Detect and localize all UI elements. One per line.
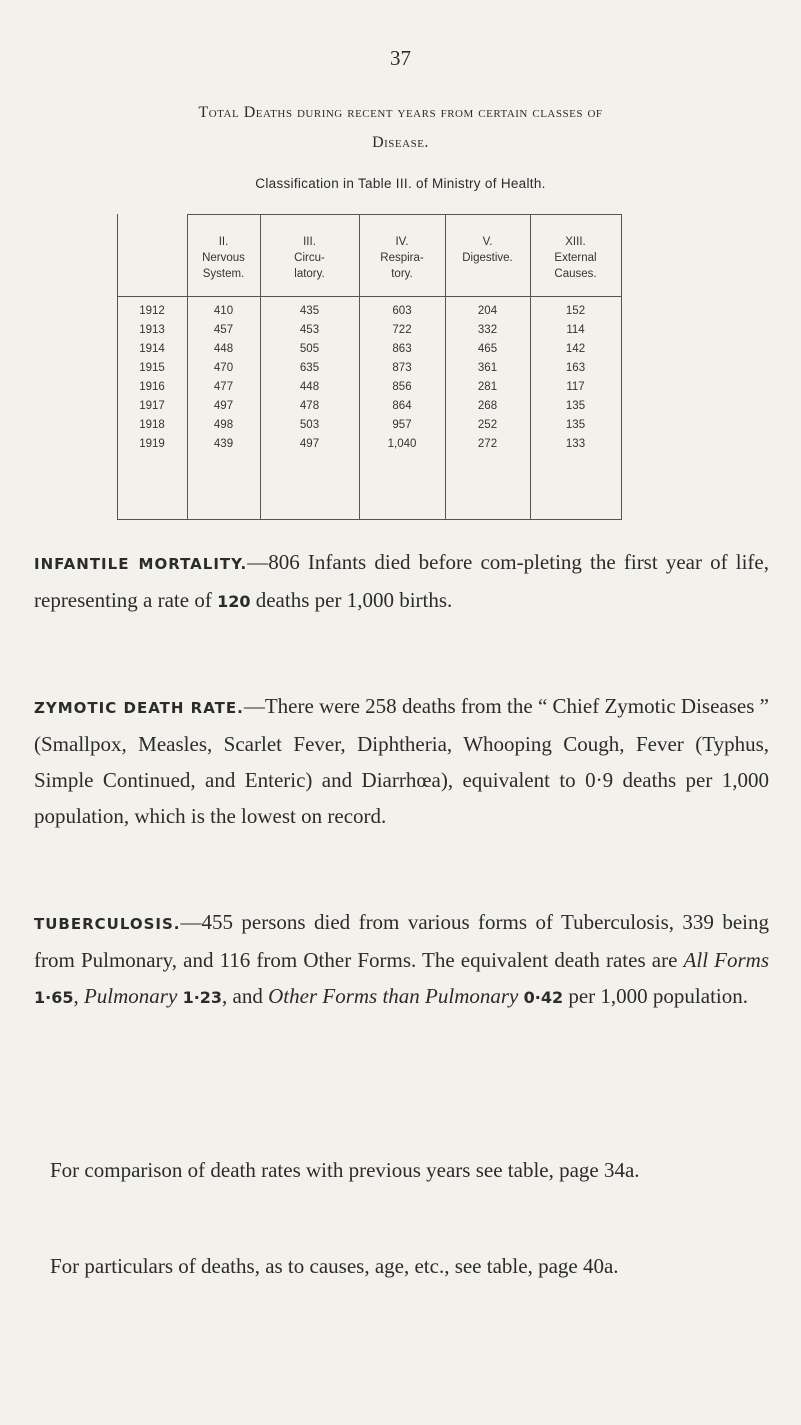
table-cell: 453 [299, 324, 320, 336]
table-row [117, 378, 622, 396]
table-cell: 470 [213, 362, 234, 374]
infantile-mortality-paragraph [34, 544, 769, 620]
header-circulatory: III. Circu- latory. [294, 236, 325, 280]
table-cell: 457 [213, 324, 234, 336]
table-cell: 152 [565, 305, 586, 317]
table-cell: 332 [477, 324, 498, 336]
year-cell: 1915 [139, 362, 165, 374]
table-cell: 477 [213, 381, 234, 393]
zymotic-text: —There were 258 deaths from the “ Chief Zymotic Diseases ” (Smallpox, Measles, Scarlet Fever, Diphtheria, Whooping Cough, Fever (Typhus, Simple Continued, and Enteric) and Diarrhœa), equivalent to 0·9 deaths per 1,000 population, which is the lowest on record. [34, 694, 770, 828]
year-cell: 1919 [139, 438, 165, 450]
table-row [117, 397, 622, 415]
pulmonary-label: Pulmonary [83, 984, 178, 1008]
particulars-paragraph [34, 1248, 769, 1284]
table-cell: 497 [299, 438, 320, 450]
table-row [117, 321, 622, 339]
table-cell: 114 [566, 324, 585, 336]
other-forms-label: Other Forms than Pulmonary [268, 984, 519, 1008]
all-forms-label: All Forms [683, 948, 769, 972]
header-nervous-system: II. Nervous System. [202, 236, 245, 280]
table-cell: 465 [477, 343, 498, 355]
zymotic-death-rate-paragraph [34, 688, 769, 834]
table-cell: 435 [299, 305, 320, 317]
year-cell: 1914 [139, 343, 165, 355]
zymotic-heading: ZYMOTIC DEATH RATE. [34, 699, 244, 717]
disease-deaths-table [117, 214, 622, 520]
infantile-mortality-heading: INFANTILE MORTALITY. [34, 555, 248, 573]
table-cell: 873 [392, 362, 412, 374]
tuberculosis-heading: TUBERCULOSIS. [34, 915, 181, 933]
year-cell: 1918 [139, 419, 165, 431]
comparison-paragraph [34, 1152, 769, 1188]
table-cell: 361 [477, 362, 498, 374]
table-cell: 272 [477, 438, 498, 450]
page-title: Total Deaths during recent years from certain classes of [198, 104, 603, 121]
tuberculosis-paragraph: TUBERCULOSIS.—455 persons died from various forms of Tuberculosis, 339 being from Pulmonary, and 116 from Other Forms. The equivalent death rates are All Forms 1·65, Pulmonary 1·23, and Other Forms than Pulmonary 0·42 per 1,000 population. [34, 910, 769, 1008]
table-row [117, 340, 622, 358]
tuberculosis-text: —455 persons died from various forms of Tuberculosis, 339 being from Pulmonary, and 116 from Other Forms. The equivalent death rates are [34, 910, 769, 972]
table-cell: 498 [213, 419, 234, 431]
table-cell: 478 [299, 400, 320, 412]
table-cell: 204 [477, 305, 498, 317]
table-subtitle: Classification in Table III. of Ministry of Health. [255, 176, 546, 191]
table-cell: 503 [299, 419, 320, 431]
table-cell: 117 [566, 381, 585, 393]
header-digestive: V. Digestive. [462, 236, 513, 264]
table-cell: 635 [299, 362, 320, 374]
table-cell: 497 [213, 400, 234, 412]
table-cell: 603 [392, 305, 412, 317]
year-cell: 1913 [139, 324, 165, 336]
table-cell: 722 [392, 324, 412, 336]
and-word: and [232, 984, 263, 1008]
table-cell: 1,040 [387, 438, 417, 450]
table-cell: 163 [565, 362, 586, 374]
infantile-text: —806 Infants died before com-pleting the first year of life, representing a rate of [34, 550, 769, 612]
other-forms-rate: 0·42 [523, 988, 564, 1007]
table-cell: 863 [392, 343, 412, 355]
table-cell: 252 [477, 419, 498, 431]
table-cell: 268 [477, 400, 498, 412]
tuberculosis-text-end: per 1,000 population. [568, 984, 748, 1008]
table-row [117, 302, 622, 320]
table-cell: 133 [565, 438, 586, 450]
table-cell: 957 [392, 419, 412, 431]
table-cell: 864 [392, 400, 412, 412]
table-cell: 281 [477, 381, 498, 393]
comparison-text: For comparison of death rates with previous years see table, page 34a. [50, 1158, 640, 1182]
year-cell: 1916 [139, 381, 165, 393]
table-cell: 448 [213, 343, 234, 355]
table-cell: 505 [299, 343, 320, 355]
year-cell: 1917 [139, 400, 165, 412]
page-number: 37 [390, 46, 411, 70]
table-cell: 142 [565, 343, 586, 355]
header-respiratory: IV. Respira- tory. [380, 236, 424, 280]
all-forms-rate: 1·65 [34, 988, 74, 1007]
table-cell: 448 [299, 381, 320, 393]
table-row [117, 416, 622, 434]
table-row [117, 359, 622, 377]
page-title-continued: Disease. [372, 134, 429, 151]
table-cell: 439 [213, 438, 234, 450]
header-external-causes: XIII. External Causes. [554, 236, 597, 280]
table-cell: 135 [565, 419, 586, 431]
infantile-text-end: deaths per 1,000 births. [255, 588, 453, 612]
table-row [117, 435, 622, 453]
table-cell: 856 [392, 381, 412, 393]
table-cell: 410 [213, 305, 234, 317]
infant-mortality-rate: 120 [217, 592, 251, 611]
year-cell: 1912 [139, 305, 165, 317]
table-cell: 135 [565, 400, 586, 412]
particulars-text: For particulars of deaths, as to causes, age, etc., see table, page 40a. [50, 1254, 619, 1278]
pulmonary-rate: 1·23 [182, 988, 223, 1007]
